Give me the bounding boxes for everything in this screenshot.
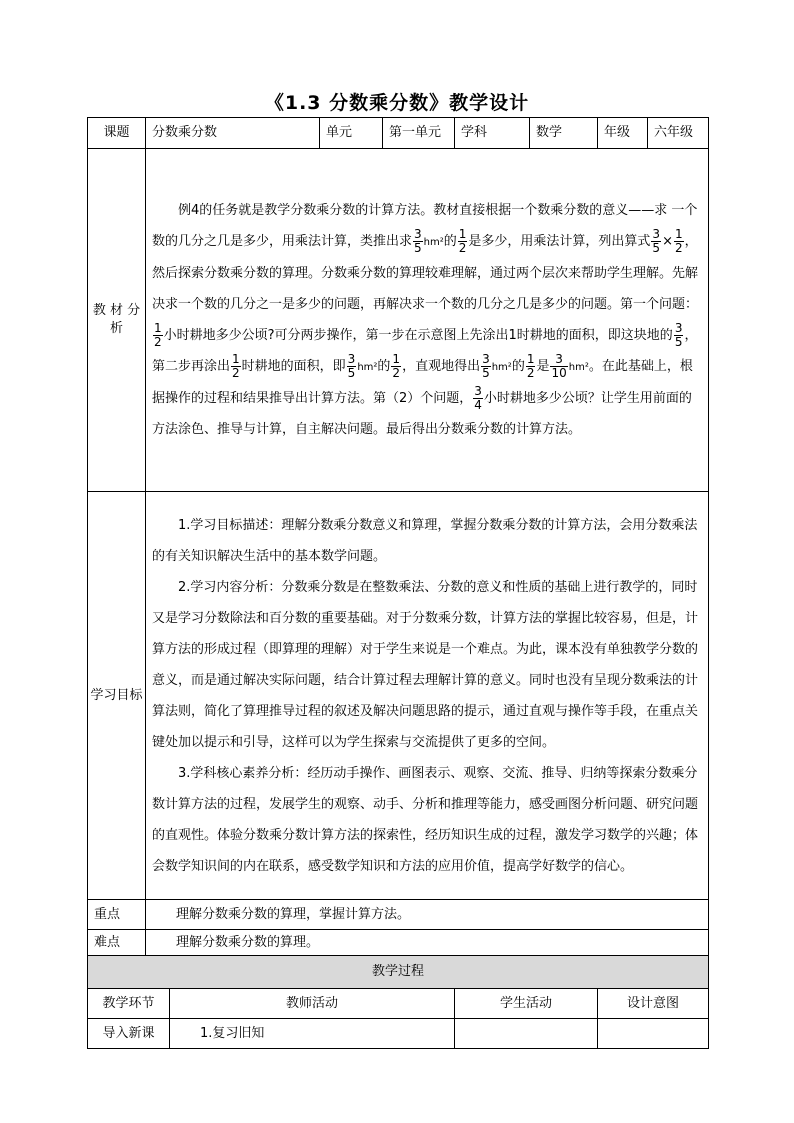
key-point-value: 理解分数乘分数的算理，掌握计算方法。: [146, 900, 709, 930]
page-title: 《1.3 分数乘分数》教学设计: [264, 92, 530, 114]
fraction: $\frac{3}{5}$: [347, 352, 356, 380]
analysis-content: 例4的任务就是教学分数乘分数的计算方法。教材直接根据一个数乘分数的意义——求 一个数的几分之几是多少，用乘法计算，类推出求 $\frac{3}{5}$ hm²的 $\frac{1}{2}$ 是多少，用乘法计算，列出算式 $\frac{3}{5}$ × $\frac{1}{2}$ ，然后探索分数乘分数的算理。分数乘分数的算理较难理解，通过两个层次来帮助学生理解。先解决求一个数的几分之一是多少的问题，再解决求一个数的几分之几是多少的问题。第一个问题： $\frac{1}{2}$ 小时耕地多少公顷?可分两步操作，第一步在示意图上先涂出1时耕地的面积，即这块地的 $\frac{3}{5}$ ，第二步再涂出 $\frac{1}{2}$ 时耕地的面积，即 $\frac{3}{5}$ hm²的 $\frac{1}{2}$ ，直观地得出 $\frac{3}{5}$ hm²的 $\frac{1}{2}$ 是 $\frac{3}{10}$ hm²。在此基础上，根据操作的过程和结果推导出计算方法。第（2）个问题， $\frac{3}{4}$ 小时耕地多少公顷？让学生用前面的方法涂色、推导与计算，自主解决问题。最后得出分数乘分数的计算方法。: [146, 149, 709, 492]
topic-label: 课题: [88, 118, 146, 149]
analysis-row: [88, 149, 709, 492]
process-row: [88, 1019, 709, 1049]
fraction: $\frac{3}{4}$: [474, 384, 482, 412]
unit-value: 第一单元: [383, 118, 455, 149]
process-title: 教学过程: [88, 956, 709, 989]
analysis-label: 教 材 分析: [88, 149, 146, 492]
subject-value: 数学: [530, 118, 598, 149]
fraction: $\frac{3}{5}$: [414, 227, 422, 255]
process-stage: 导入新课: [88, 1019, 170, 1049]
fraction: $\frac{3}{5}$: [482, 352, 490, 380]
objectives-content: [146, 492, 709, 900]
process-header-row: [88, 989, 709, 1019]
objective-1: 1.学习目标描述：理解分数乘分数意义和算理，掌握分数乘分数的计算方法，会用分数乘法的有关知识解决生活中的基本数学问题。: [152, 517, 698, 564]
process-teacher: 1.复习旧知: [170, 1019, 455, 1049]
fraction: $\frac{1}{2}$: [392, 352, 401, 380]
grade-value: 六年级: [648, 118, 709, 149]
fraction: $\frac{1}{2}$: [674, 227, 683, 255]
grade-label: 年级: [598, 118, 648, 149]
topic-value: 分数乘分数: [146, 118, 320, 149]
fraction: $\frac{1}{2}$: [458, 227, 467, 255]
objectives-row: [88, 492, 709, 900]
process-col-student: 学生活动: [455, 989, 598, 1019]
lesson-plan-table: [87, 117, 709, 1049]
fraction: $\frac{1}{2}$: [154, 321, 162, 349]
difficulty-row: [88, 930, 709, 956]
process-student: [455, 1019, 598, 1049]
objectives-label: 学习目标: [88, 492, 146, 900]
process-design: [598, 1019, 709, 1049]
fraction: $\frac{3}{10}$: [551, 352, 567, 380]
process-col-design: 设计意图: [598, 989, 709, 1019]
process-col-stage: 教学环节: [88, 989, 170, 1019]
fraction: $\frac{3}{5}$: [652, 227, 661, 255]
fraction: $\frac{1}{2}$: [232, 352, 240, 380]
fraction: $\frac{3}{5}$: [674, 321, 683, 349]
fraction: $\frac{1}{2}$: [526, 352, 535, 380]
process-title-row: [88, 956, 709, 989]
objective-2: 2.学习内容分析：分数乘分数是在整数乘法、分数的意义和性质的基础上进行教学的，同时又是学习分数除法和百分数的重要基础。对于分数乘分数，计算方法的掌握比较容易，但是，计算方法的形成过程（即算理的理解）对于学生来说是一个难点。为此，课本没有单独教学分数的意义，而是通过解决实际问题，结合计算过程去理解计算的意义。同时也没有呈现分数乘法的计算法则，简化了算理推导过程的叙述及解决问题思路的提示，通过直观与操作等手段，在重点关键处加以提示和引导，这样可以为学生探索与交流提供了更多的空间。: [152, 579, 699, 750]
difficulty-label: 难点: [88, 930, 146, 956]
difficulty-value: 理解分数乘分数的算理。: [146, 930, 709, 956]
unit-label: 单元: [320, 118, 383, 149]
key-point-row: [88, 900, 709, 930]
objective-3: 3.学科核心素养分析：经历动手操作、画图表示、观察、交流、推导、归纳等探索分数乘分数计算方法的过程，发展学生的观察、动手、分析和推理等能力，感受画图分析问题、研究问题的直观性。体验分数乘分数计算方法的探索性，经历知识生成的过程，激发学习数学的兴趣；体会数学知识间的内在联系，感受数学知识和方法的应用价值，提高学好数学的信心。: [152, 765, 699, 874]
subject-label: 学科: [455, 118, 530, 149]
key-point-label: 重点: [88, 900, 146, 930]
header-row: [88, 118, 709, 149]
process-col-teacher: 教师活动: [170, 989, 455, 1019]
